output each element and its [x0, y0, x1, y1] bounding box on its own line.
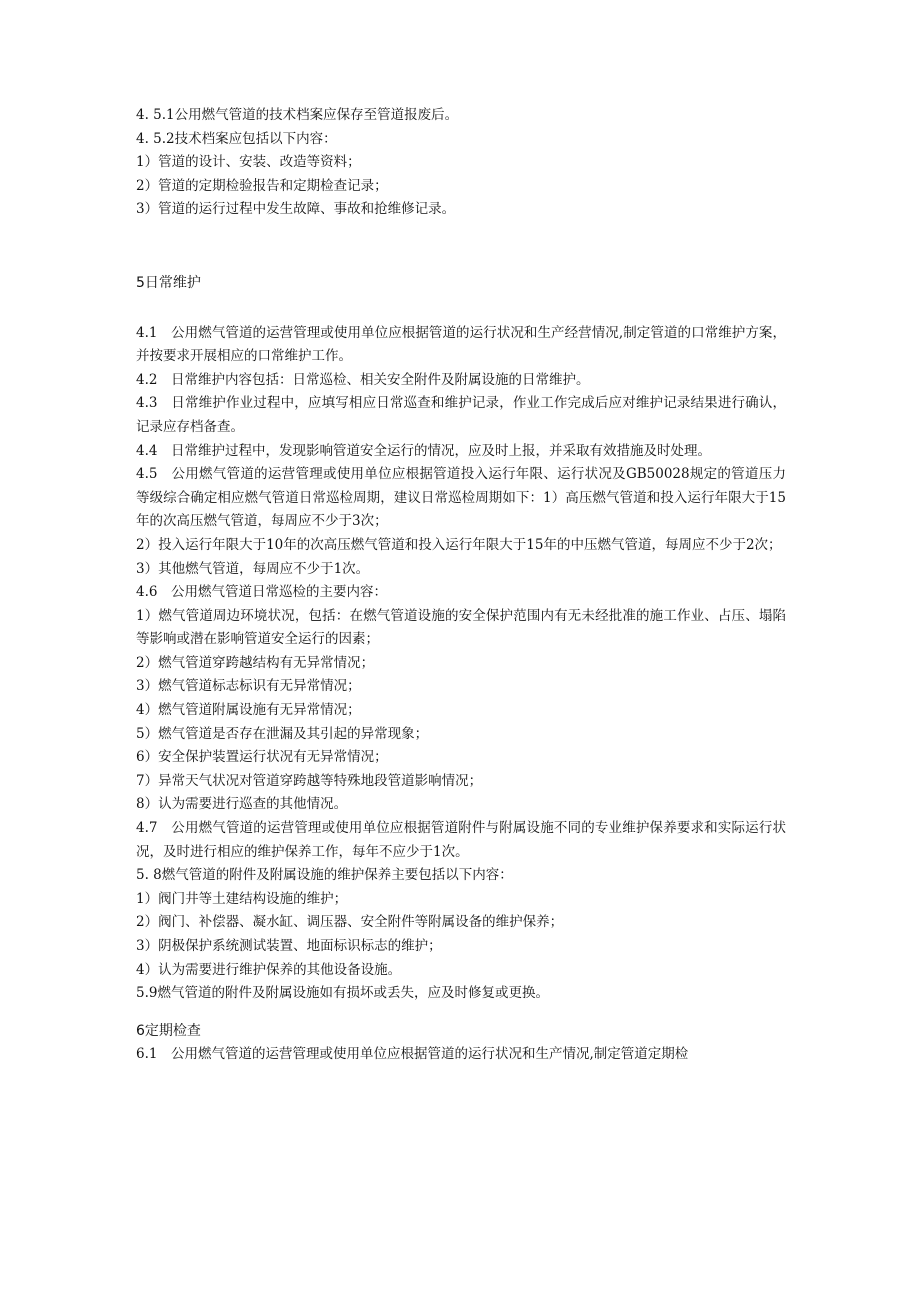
list-item: 1）管道的设计、安装、改造等资料；: [136, 154, 361, 171]
list-item: 2）燃气管道穿跨越结构有无异常情况；: [136, 654, 375, 671]
clause-4-6: 4.6 公用燃气管道日常巡检的主要内容：: [136, 584, 387, 601]
list-item: 3）管道的运行过程中发生故障、事故和抢维修记录。: [136, 201, 456, 218]
list-item: 4）燃气管道附属设施有无异常情况；: [136, 702, 361, 719]
list-item: 8）认为需要进行巡查的其他情况。: [136, 796, 348, 813]
clause-4-1: 4.1 公用燃气管道的运营管理或使用单位应根据管道的运行状况和生产经营情况,制定管道的口常维护方案，并按要求开展相应的口常维护工作。: [136, 324, 786, 365]
list-item: 1）燃气管道周边环境状况，包括：在燃气管道设施的安全保护范围内有无未经批准的施工作业、占压、塌陷等影响或潜在影响管道安全运行的因素；: [136, 607, 786, 648]
section-6-body: [136, 1043, 786, 1067]
list-item: 6）安全保护装置运行状况有无异常情况；: [136, 749, 388, 766]
clause-4-4: 4.4 日常维护过程中，发现影响管道安全运行的情况，应及时上报，并采取有效措施及时处理。: [136, 442, 711, 459]
list-item: 5）燃气管道是否存在泄漏及其引起的异常现象；: [136, 725, 429, 742]
list-item: 3）阴极保护系统测试装置、地面标识标志的维护；: [136, 938, 442, 954]
clause-5-9: 5.9燃气管道的附件及附属设施如有损坏或丢失，应及时修复或更换。: [136, 985, 549, 1002]
clause-4-5: 4.5 公用燃气管道的运营管理或使用单位应根据管道投入运行年限、运行状况及GB50028规定的管道压力等级综合确定相应燃气管道日常巡检周期，建议日常巡检周期如下：1）高压燃气管道和投入运行年限大于15年的次高压燃气管道，每周应不少于3次；: [136, 466, 786, 530]
clause-4-5-2: 4. 5.2技术档案应包括以下内容：: [136, 130, 337, 147]
clause-5-8: 5. 8燃气管道的附件及附属设施的维护保养主要包括以下内容：: [136, 867, 513, 884]
list-item: 3）燃气管道标志标识有无异常情况；: [136, 678, 361, 695]
list-item: 2）阀门、补偿器、凝水缸、调压器、安全附件等附属设备的维护保养；: [136, 914, 564, 931]
clause-4-2: 4.2 日常维护内容包括：日常巡检、相关安全附件及附属设施的日常维护。: [136, 371, 590, 388]
list-item: 2）投入运行年限大于10年的次高压燃气管道和投入运行年限大于15年的中压燃气管道，每周应不少于2次；: [136, 536, 782, 553]
clause-4-3: 4.3 日常维护作业过程中，应填写相应日常巡查和维护记录，作业工作完成后应对维护记录结果进行确认，记录应存档备查。: [136, 395, 786, 435]
list-item: 1）阀门井等土建结构设施的维护；: [136, 890, 348, 907]
section-6-title: 6定期检查: [136, 1022, 201, 1039]
list-item: 7）异常天气状况对管道穿跨越等特殊地段管道影响情况；: [136, 772, 483, 789]
section-5-title: 5日常维护: [136, 274, 201, 291]
section-4-tail: [136, 104, 786, 222]
list-item: 4）认为需要进行维护保养的其他设备设施。: [136, 961, 402, 978]
clause-4-7: 4.7 公用燃气管道的运营管理或使用单位应根据管道附件与附属设施不同的专业维护保养要求和实际运行状况，及时进行相应的维护保养工作，每年不应少于1次。: [136, 820, 786, 860]
clause-6-1: 6.1 公用燃气管道的运营管理或使用单位应根据管道的运行状况和生产情况,制定管道定期检: [136, 1046, 689, 1063]
list-item: 3）其他燃气管道，每周应不少于1次。: [136, 560, 370, 577]
clause-4-5-1: 4. 5.1公用燃气管道的技术档案应保存至管道报废后。: [136, 107, 459, 123]
document-page: [136, 104, 786, 1067]
section-5-body: [136, 322, 786, 1006]
list-item: 2）管道的定期检验报告和定期检查记录；: [136, 177, 388, 194]
